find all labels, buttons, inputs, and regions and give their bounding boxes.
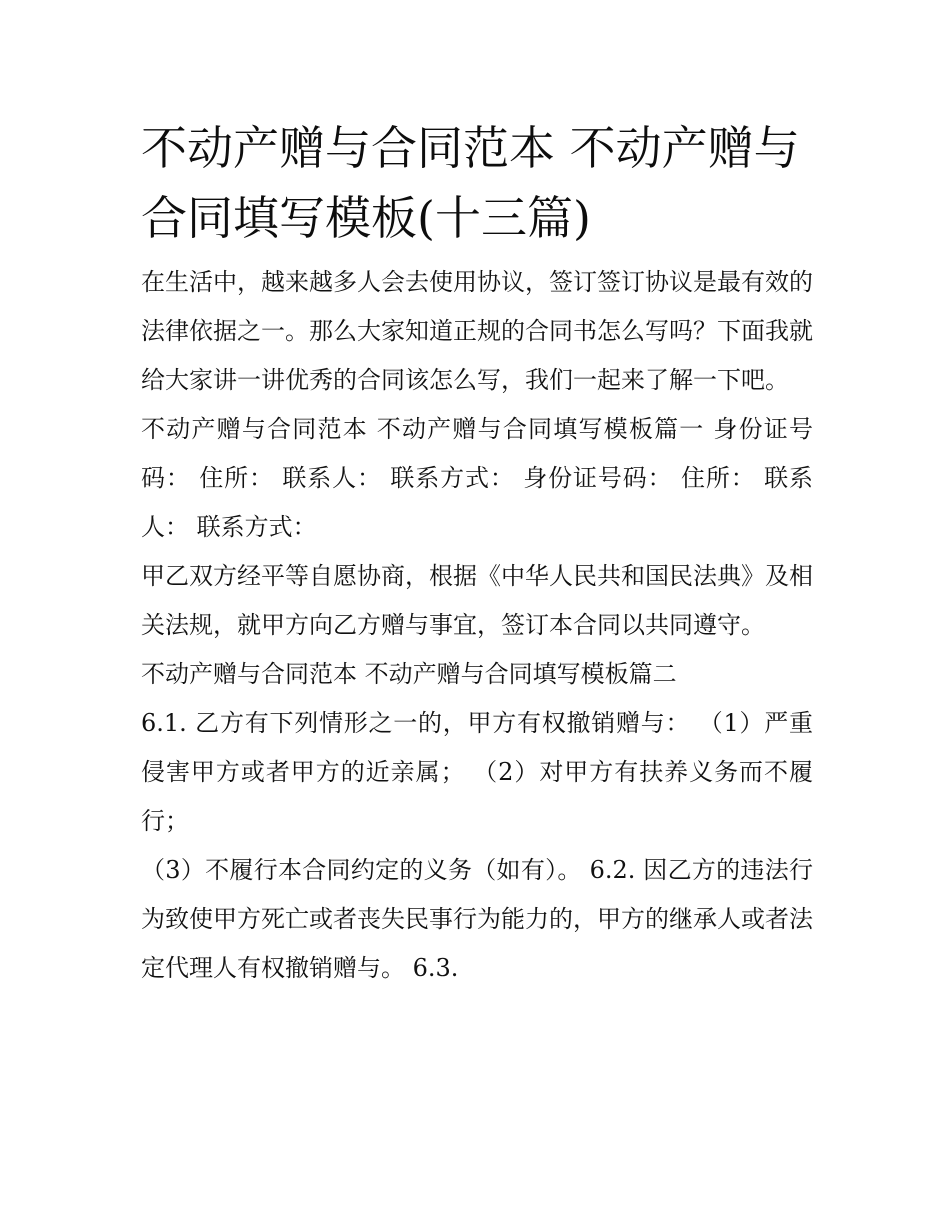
intro-paragraph: 在生活中，越来越多人会去使用协议，签订签订协议是最有效的法律依据之一。那么大家知道正规的合同书怎么写吗？下面我就给大家讲一讲优秀的合同该怎么写，我们一起来了解一下吧。 [141,268,813,394]
section-one-paragraph: 不动产赠与合同范本 不动产赠与合同填写模板篇一 身份证号码： 住所： 联系人： 联系方式： 身份证号码： 住所： 联系人： 联系方式： [141,415,813,541]
document-title: 不动产赠与合同范本 不动产赠与合同填写模板(十三篇) [141,121,800,245]
document-body [141,113,813,993]
agreement-paragraph: 甲乙双方经平等自愿协商，根据《中华人民共和国民法典》及相关法规，就甲方向乙方赠与事宜，签订本合同以共同遵守。 [141,562,813,639]
section-two-heading: 不动产赠与合同范本 不动产赠与合同填写模板篇二 [141,660,677,688]
clause-6-1-paragraph: 6.1. 乙方有下列情形之一的，甲方有权撤销赠与： （1）严重侵害甲方或者甲方的近亲属； （2）对甲方有扶养义务而不履行； [141,709,813,835]
clause-6-2-paragraph: （3）不履行本合同约定的义务（如有）。 6.2. 因乙方的违法行为致使甲方死亡或者丧失民事行为能力的，甲方的继承人或者法定代理人有权撤销赠与。 6.3. [141,856,813,982]
